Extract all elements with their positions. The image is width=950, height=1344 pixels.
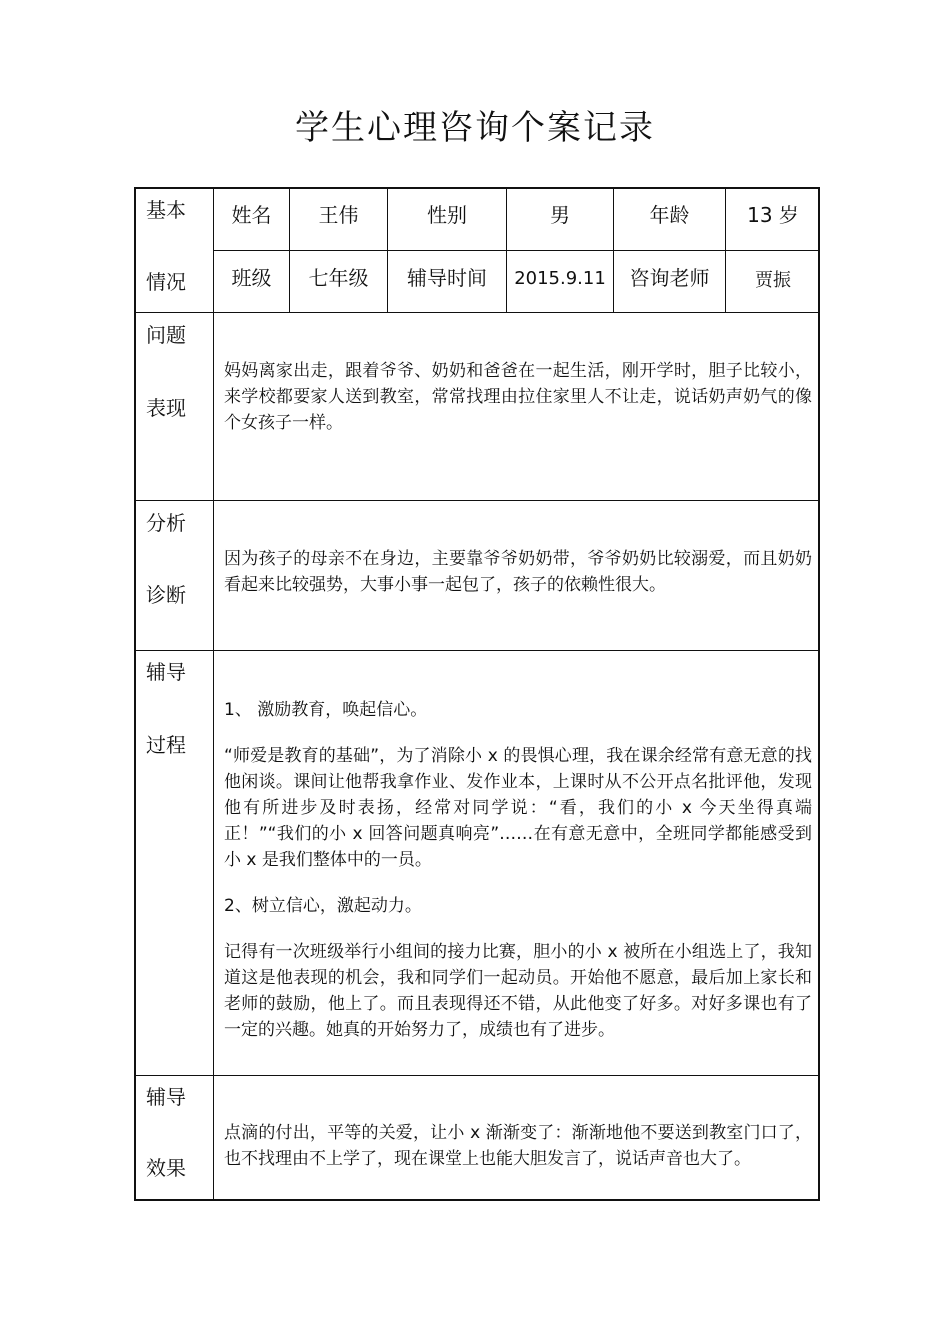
name-label: 姓名: [231, 203, 272, 227]
column-divider: [213, 187, 214, 1201]
problem-label-top: 问题: [146, 323, 186, 347]
analysis-label-top: 分析: [146, 511, 186, 535]
row-divider: [134, 650, 820, 651]
process-heading-2: 2、树立信心，激起动力。: [224, 896, 422, 916]
row-divider: [134, 500, 820, 501]
page-title: 学生心理咨询个案记录: [295, 108, 655, 148]
analysis-label-bottom: 诊断: [146, 583, 186, 607]
time-label: 辅导时间: [407, 266, 487, 290]
process-label-bottom: 过程: [146, 733, 186, 757]
problem-label-bottom: 表现: [146, 396, 186, 420]
basic-label-bottom: 情况: [146, 270, 186, 294]
process-heading-1: 1、 激励教育，唤起信心。: [224, 700, 428, 720]
process-paragraph-2: 记得有一次班级举行小组间的接力比赛，胆小的小 x 被所在小组选上了，我知道这是他表现的机会，我和同学们一起动员。开始他不愿意，最后加上家长和老师的鼓励，他上了。而且表现得还不错，从此他变了好多。对好多课也有了一定的兴趣。她真的开始努力了，成绩也有了进步。: [224, 942, 812, 1040]
gender-value: 男: [550, 203, 570, 227]
teacher-value: 贾振: [755, 270, 791, 291]
class-value: 七年级: [308, 266, 369, 290]
basic-label-top: 基本: [146, 198, 186, 222]
process-paragraph-1: “师爱是教育的基础”，为了消除小 x 的畏惧心理，我在课余经常有意无意的找他闲谈。课间让他帮我拿作业、发作业本，上课时从不公开点名批评他，发现他有所进步及时表扬，经常对同学说：“看，我们的小 x 今天坐得真端正！”“我们的小 x 回答问题真响亮”……在有意无意中，全班同学都能感受到小 x 是我们整体中的一员。: [224, 746, 812, 870]
process-content: [224, 697, 812, 1063]
row-divider: [213, 250, 820, 251]
effect-text: 点滴的付出，平等的关爱，让小 x 渐渐变了：渐渐地他不要送到教室门口了，也不找理由不上学了，现在课堂上也能大胆发言了，说话声音也大了。: [224, 1123, 812, 1169]
row-divider: [134, 312, 820, 313]
teacher-label: 咨询老师: [629, 266, 710, 290]
age-value: 13 岁: [747, 203, 799, 227]
gender-label: 性别: [427, 203, 467, 227]
row-divider: [134, 1075, 820, 1076]
effect-label-bottom: 效果: [146, 1156, 186, 1180]
problem-text: 妈妈离家出走，跟着爷爷、奶奶和爸爸在一起生活，刚开学时，胆子比较小，来学校都要家人送到教室，常常找理由拉住家里人不让走，说话奶声奶气的像个女孩子一样。: [224, 361, 812, 433]
class-label: 班级: [231, 266, 272, 290]
age-label: 年龄: [649, 203, 690, 227]
effect-label-top: 辅导: [146, 1085, 186, 1109]
analysis-text: 因为孩子的母亲不在身边，主要靠爷爷奶奶带，爷爷奶奶比较溺爱，而且奶奶看起来比较强势，大事小事一起包了，孩子的依赖性很大。: [224, 549, 812, 595]
name-value: 王伟: [318, 203, 359, 227]
process-label-top: 辅导: [146, 660, 186, 684]
time-value: 2015.9.11: [514, 268, 606, 289]
